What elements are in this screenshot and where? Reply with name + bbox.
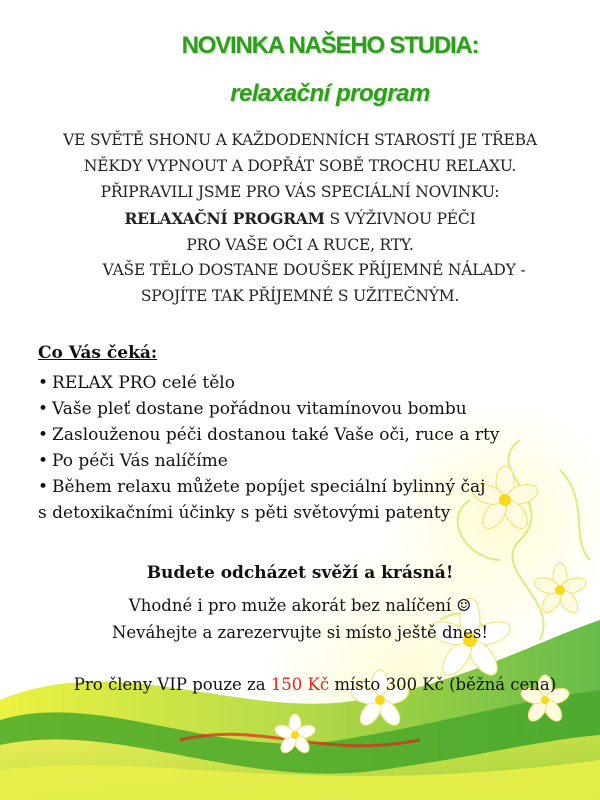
intro-line: SPOJÍTE TAK PŘÍJEMNÉ S UŽITEČNÝM. — [140, 287, 460, 305]
bullet-icon: • — [38, 451, 49, 471]
intro-line: NĚKDY VYPNOUT A DOPŘÁT SOBĚ TROCHU RELAXU. — [83, 157, 517, 175]
list-item-text: Během relaxu můžete popíjet speciální bylinný čaj — [52, 477, 486, 497]
list-item — [38, 370, 499, 396]
list-item — [38, 422, 499, 448]
price-line — [0, 675, 600, 694]
closing-line: Vhodné i pro muže akorát bez nalíčení ☺ — [128, 596, 472, 615]
bullet-icon: • — [38, 373, 49, 393]
price-prefix: Pro členy VIP pouze za — [73, 675, 271, 694]
page-title: NOVINKA NAŠEHO STUDIA: — [181, 32, 479, 59]
intro-line: PŘIPRAVILI JSME PRO VÁS SPECIÁLNÍ NOVINKU: — [100, 183, 500, 201]
list-item-text: RELAX PRO celé tělo — [52, 373, 235, 393]
price-suffix: místo 300 Kč (běžná cena) — [329, 675, 557, 694]
closing-headline: Budete odcházet svěží a krásná! — [146, 563, 454, 583]
list-item-text: Zaslouženou péči dostanou také Vaše oči, ruce a rty — [52, 425, 500, 445]
offer-heading: Co Vás čeká: — [38, 343, 158, 363]
offer-list — [38, 370, 499, 526]
list-item-text: Po péči Vás nalíčíme — [52, 451, 228, 471]
list-item — [38, 474, 499, 500]
program-name: RELAXAČNÍ PROGRAM — [124, 209, 325, 228]
intro-line: VE SVĚTĚ SHONU A KAŽDODENNÍCH STAROSTÍ JE TŘEBA — [63, 131, 537, 149]
intro-line-rest: S VÝŽIVNOU PÉČI — [324, 210, 476, 228]
intro-line — [0, 209, 600, 228]
list-item-continuation — [38, 500, 499, 526]
list-item — [38, 448, 499, 474]
closing-line: Neváhejte a zarezervujte si místo ještě dnes! — [111, 623, 489, 642]
bullet-icon: • — [38, 477, 49, 497]
vip-price: 150 Kč — [270, 675, 330, 694]
intro-line: PRO VAŠE OČI A RUCE, RTY. — [186, 236, 414, 254]
page-subtitle: relaxační program — [230, 80, 430, 107]
list-item-text: s detoxikačními účinky s pěti světovými patenty — [38, 503, 451, 523]
list-item — [38, 396, 499, 422]
list-item-text: Vaše pleť dostane pořádnou vitamínovou bombu — [52, 399, 467, 419]
bullet-icon: • — [38, 399, 49, 419]
bullet-icon: • — [38, 425, 49, 445]
intro-line: VAŠE TĚLO DOSTANE DOUŠEK PŘÍJEMNÉ NÁLADY - — [102, 261, 526, 279]
